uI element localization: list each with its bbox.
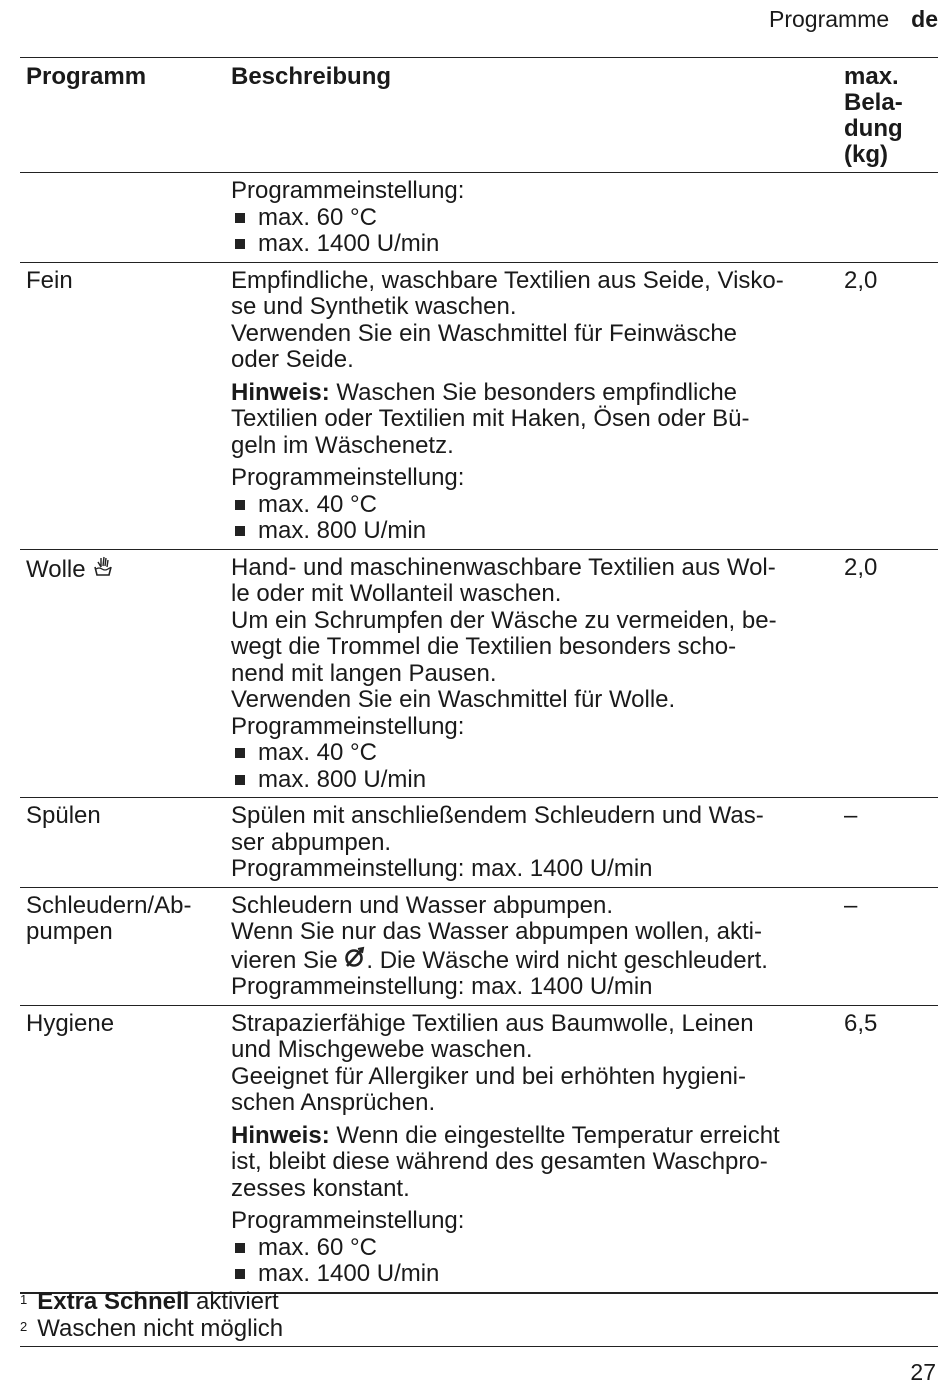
table-row <box>20 887 938 1005</box>
footnote <box>20 1288 938 1315</box>
setting-label: Programmeinstellung: <box>231 177 465 204</box>
description-line: nend mit langen Pausen. <box>231 659 497 687</box>
hint-label: Hinweis: <box>231 1121 330 1149</box>
program-cell: Hygiene <box>26 1009 115 1037</box>
description-cell <box>225 173 838 263</box>
description-line: oder Seide. <box>231 346 354 373</box>
description-line: ser abpumpen. <box>231 828 392 856</box>
footnote-number: 1 <box>20 1292 28 1307</box>
setting-label: Programmeinstellung: max. 1400 U/min <box>231 973 653 1000</box>
header-load-text: max. Bela- dung (kg) <box>844 63 903 168</box>
hint-label: Hinweis: <box>231 378 330 406</box>
description-line: Verwenden Sie ein Waschmittel für Feinwäsche <box>231 319 738 347</box>
hint-line: ist, bleibt diese während des gesamten Waschpro- <box>231 1148 768 1175</box>
setting-label: Programmeinstellung: <box>231 464 465 491</box>
hint-block <box>231 1123 832 1203</box>
setting-bullet: max. 1400 U/min <box>231 231 832 258</box>
description-line <box>231 946 832 975</box>
load-cell <box>838 173 938 263</box>
footnotes <box>20 1288 938 1347</box>
description-line: und Mischgewebe waschen. <box>231 1036 533 1063</box>
program-table <box>20 57 938 1294</box>
load-cell: 2,0 <box>844 553 878 581</box>
load-cell: 6,5 <box>844 1009 878 1037</box>
description-text: vieren Sie <box>231 946 345 974</box>
footnote <box>20 1315 938 1342</box>
table-row <box>20 1005 938 1293</box>
hint-line: zesses konstant. <box>231 1174 410 1202</box>
header-description: Beschreibung <box>231 63 392 90</box>
load-cell: – <box>844 802 858 829</box>
setting-label: Programmeinstellung: max. 1400 U/min <box>231 855 653 882</box>
description-cell <box>225 262 838 549</box>
hint-text: Wenn die eingestellte Temperatur erreicht <box>329 1121 780 1149</box>
table-row <box>20 262 938 549</box>
program-cell <box>20 549 225 798</box>
setting-bullet: max. 40 °C <box>231 492 832 519</box>
program-name: pumpen <box>26 918 113 945</box>
load-cell: 2,0 <box>844 266 878 294</box>
page-header <box>769 6 938 33</box>
footnote-bold: Extra Schnell <box>37 1288 190 1315</box>
program-cell: Fein <box>26 266 73 294</box>
setting-bullet: max. 60 °C <box>231 1235 832 1262</box>
program-cell: Spülen <box>26 802 101 829</box>
wool-hand-wash-icon <box>92 555 114 584</box>
description-line: se und Synthetik waschen. <box>231 293 517 320</box>
hint-text: Waschen Sie besonders empfindliche <box>329 378 738 406</box>
description-line: Um ein Schrumpfen der Wäsche zu vermeiden, be- <box>231 606 777 634</box>
setting-label: Programmeinstellung: <box>231 712 465 740</box>
table-header-row <box>20 58 938 173</box>
description-cell <box>225 549 838 798</box>
description-line: Verwenden Sie ein Waschmittel für Wolle. <box>231 686 676 713</box>
description-line: Wenn Sie nur das Wasser abpumpen wollen, akti- <box>231 918 762 945</box>
footnote-text: Waschen nicht möglich <box>37 1315 284 1342</box>
header-load <box>838 58 938 173</box>
program-name: Wolle <box>26 555 86 583</box>
description-line: Spülen mit anschließendem Schleudern und Was- <box>231 802 764 829</box>
program-name: Schleudern/Ab- <box>26 891 192 919</box>
no-spin-icon <box>344 946 366 975</box>
hint-block <box>231 380 832 460</box>
description-cell <box>225 887 838 1005</box>
setting-bullet: max. 800 U/min <box>231 767 832 794</box>
hint-line <box>231 380 832 407</box>
description-line: Geeignet für Allergiker und bei erhöhten hygieni- <box>231 1062 746 1090</box>
table-row <box>20 173 938 263</box>
table-row <box>20 798 938 888</box>
setting-bullet: max. 40 °C <box>231 740 832 767</box>
description-line: wegt die Trommel die Textilien besonders scho- <box>231 633 737 660</box>
description-text: . Die Wäsche wird nicht geschleudert. <box>366 946 768 974</box>
description-line: Schleudern und Wasser abpumpen. <box>231 891 614 919</box>
hint-line: geln im Wäschenetz. <box>231 431 454 459</box>
table-row <box>20 549 938 798</box>
description-cell <box>225 798 838 888</box>
description-line: le oder mit Wollanteil waschen. <box>231 580 562 607</box>
page-number: 27 <box>910 1359 936 1385</box>
section-title: Programme <box>769 6 890 32</box>
setting-bullet: max. 1400 U/min <box>231 1261 832 1288</box>
setting-bullet: max. 800 U/min <box>231 518 832 545</box>
hint-line <box>231 1123 832 1150</box>
description-cell <box>225 1005 838 1293</box>
description-line: Hand- und maschinenwaschbare Textilien aus Wol- <box>231 553 776 581</box>
header-program: Programm <box>26 63 147 90</box>
description-line: Strapazierfähige Textilien aus Baumwolle, Leinen <box>231 1009 754 1037</box>
description-line: schen Ansprüchen. <box>231 1089 436 1116</box>
language-code: de <box>911 6 938 32</box>
program-cell <box>20 887 225 1005</box>
hint-line: Textilien oder Textilien mit Haken, Ösen oder Bü- <box>231 405 750 432</box>
setting-bullet: max. 60 °C <box>231 205 832 232</box>
footnote-number: 2 <box>20 1319 28 1334</box>
footnote-text: aktiviert <box>189 1288 279 1315</box>
program-cell <box>20 173 225 263</box>
load-cell: – <box>844 891 858 919</box>
description-line: Empfindliche, waschbare Textilien aus Seide, Visko- <box>231 266 784 294</box>
setting-label: Programmeinstellung: <box>231 1207 465 1234</box>
